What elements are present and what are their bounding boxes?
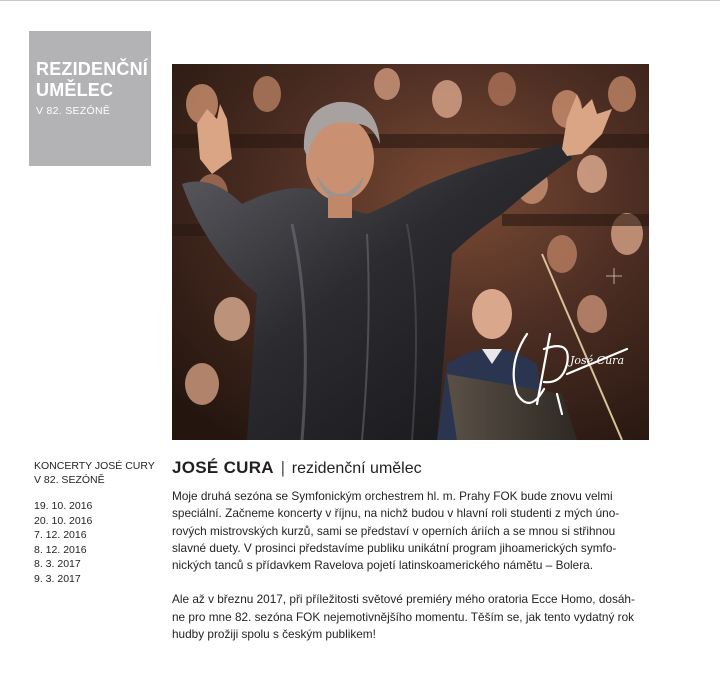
- concert-date: 9. 3. 2017: [34, 572, 81, 585]
- section-label-subtitle: V 82. SEZÓNĚ: [36, 105, 111, 117]
- concerts-sidebar: [34, 459, 164, 586]
- concert-date: 8. 12. 2016: [34, 543, 87, 556]
- paragraph-line: rových mistrovských kurzů, sami se představí v operních áriích a se mnou si střihnou: [172, 523, 616, 538]
- paragraph-line: hudby prožiji spolu s českým publikem!: [172, 627, 376, 642]
- headline-separator: |: [280, 458, 286, 477]
- concert-date: 19. 10. 2016: [34, 500, 93, 512]
- conductor-photo-illustration: [172, 64, 649, 440]
- article-paragraph-2: [172, 591, 642, 643]
- top-divider: [0, 0, 720, 1]
- paragraph-line: Ale až v březnu 2017, při příležitosti světové premiéry mého oratoria Ecce Homo, dosáh-: [172, 592, 635, 607]
- paragraph-line: Moje druhá sezóna se Symfonickým orchestrem hl. m. Prahy FOK bude znovu velmi: [172, 489, 613, 503]
- paragraph-line: slavné duety. V prosinci představíme publiku unikátní program jihoamerických symfo-: [172, 540, 617, 555]
- concerts-heading-line1: KONCERTY JOSÉ CURY: [34, 460, 155, 472]
- concert-dates-list: [34, 499, 164, 586]
- artist-name: JOSÉ CURA: [172, 458, 274, 477]
- article-paragraph-1: [172, 488, 642, 574]
- section-label-title: [36, 59, 151, 101]
- paragraph-line: nických tanců s přídavkem Ravelova pojetí latinskoamerického námětu – Bolera.: [172, 558, 593, 573]
- signature-text: José Cura: [570, 354, 625, 367]
- label-title-line1: REZIDENČNÍ: [36, 59, 149, 79]
- concerts-heading-line2: V 82. SEZÓNĚ: [34, 474, 105, 486]
- paragraph-line: speciální. Začneme koncerty v říjnu, na nichž budou v hlavní roli studenti z mých úno-: [172, 506, 620, 521]
- concert-date: 20. 10. 2016: [34, 514, 93, 527]
- concerts-heading: [34, 459, 164, 487]
- article-headline: [172, 457, 642, 480]
- artist-role: rezidenční umělec: [291, 460, 422, 477]
- section-label-box: [29, 31, 151, 166]
- concert-date: 8. 3. 2017: [34, 558, 81, 570]
- concert-date: 7. 12. 2016: [34, 529, 87, 541]
- paragraph-line: ne pro mne 82. sezóna FOK nejemotivnějšího momentu. Těším se, jak tento vydatný rok: [172, 609, 635, 624]
- article: [172, 457, 642, 643]
- conductor-photo: [172, 64, 649, 440]
- label-title-line2: UMĚLEC: [36, 80, 114, 100]
